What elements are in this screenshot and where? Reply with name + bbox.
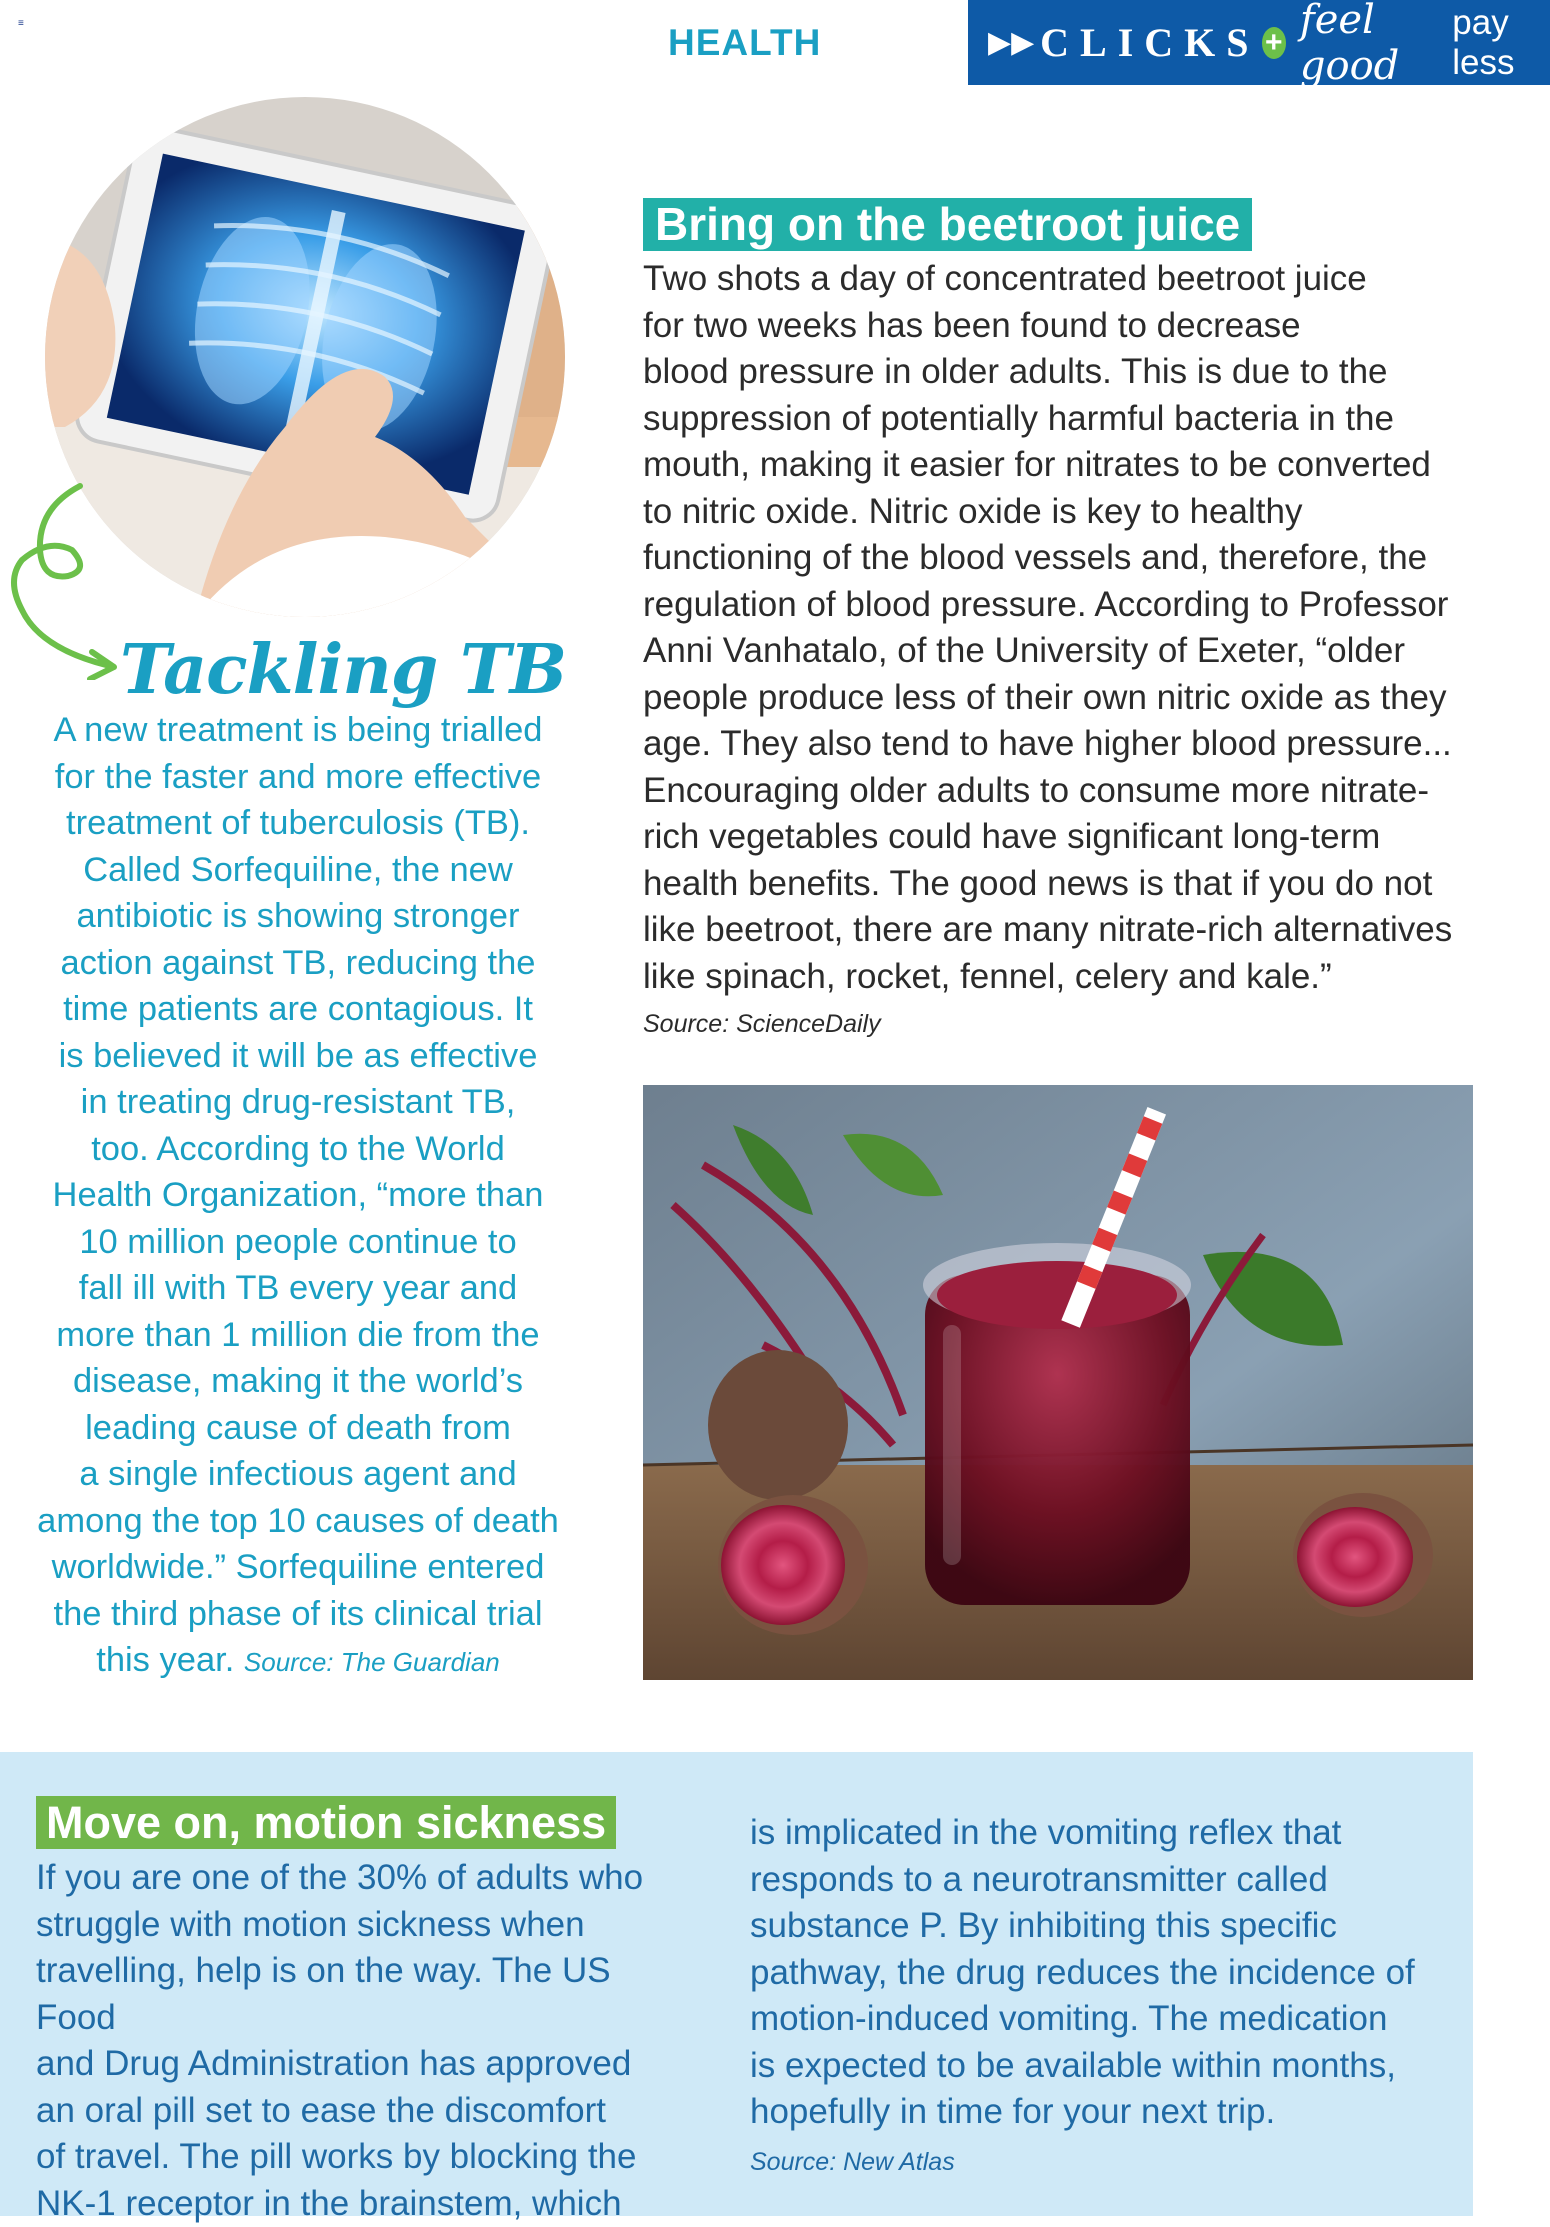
- motion-line: an oral pill set to ease the discomfort: [36, 2088, 696, 2135]
- motion-line: is expected to be available within months,: [750, 2043, 1430, 2090]
- motion-line: is implicated in the vomiting reflex that: [750, 1810, 1430, 1857]
- tb-line: A new treatment is being trialled: [34, 707, 562, 754]
- tb-line: 10 million people continue to: [34, 1219, 562, 1266]
- tb-last-line: [34, 1637, 562, 1686]
- tb-line: disease, making it the world’s: [34, 1358, 562, 1405]
- motion-column-1: [36, 1855, 696, 2227]
- tb-body: [34, 707, 562, 1686]
- beetroot-line: blood pressure in older adults. This is due to the: [643, 349, 1473, 396]
- beetroot-heading: Bring on the beetroot juice: [643, 198, 1252, 251]
- tb-line: Health Organization, “more than: [34, 1172, 562, 1219]
- corner-mark-icon: ≡: [18, 18, 24, 29]
- clicks-logo-icon: ▶▶: [988, 25, 1034, 60]
- tb-title: Tackling TB: [120, 630, 566, 710]
- tb-line: the third phase of its clinical trial: [34, 1591, 562, 1638]
- tb-line: fall ill with TB every year and: [34, 1265, 562, 1312]
- beetroot-line: to nitric oxide. Nitric oxide is key to healthy: [643, 489, 1473, 536]
- tb-line: too. According to the World: [34, 1126, 562, 1173]
- tb-line: a single infectious agent and: [34, 1451, 562, 1498]
- tb-line: time patients are contagious. It: [34, 986, 562, 1033]
- beetroot-line: rich vegetables could have significant long-term: [643, 814, 1473, 861]
- beetroot-line: suppression of potentially harmful bacteria in the: [643, 396, 1473, 443]
- motion-source: Source: New Atlas: [750, 2148, 955, 2177]
- motion-line: and Drug Administration has approved: [36, 2041, 696, 2088]
- tb-line: is believed it will be as effective: [34, 1033, 562, 1080]
- tb-line: action against TB, reducing the: [34, 940, 562, 987]
- beetroot-juice-photo: [643, 1085, 1473, 1680]
- beetroot-line: like beetroot, there are many nitrate-rich alternatives: [643, 907, 1473, 954]
- beetroot-line: health benefits. The good news is that if you do not: [643, 861, 1473, 908]
- tb-line: more than 1 million die from the: [34, 1312, 562, 1359]
- tb-line: in treating drug-resistant TB,: [34, 1079, 562, 1126]
- motion-line: If you are one of the 30% of adults who: [36, 1855, 696, 1902]
- motion-line: responds to a neurotransmitter called: [750, 1857, 1430, 1904]
- motion-line: travelling, help is on the way. The US Food: [36, 1948, 696, 2041]
- beetroot-source: Source: ScienceDaily: [643, 1010, 881, 1039]
- beetroot-line: age. They also tend to have higher blood pressure...: [643, 721, 1473, 768]
- tb-line: treatment of tuberculosis (TB).: [34, 800, 562, 847]
- brand-name: CLICKS: [1040, 19, 1259, 66]
- tb-line: Called Sorfequiline, the new: [34, 847, 562, 894]
- tb-line: leading cause of death from: [34, 1405, 562, 1452]
- curly-arrow-icon: [10, 480, 120, 680]
- beetroot-line: Two shots a day of concentrated beetroot juice: [643, 256, 1473, 303]
- motion-column-2: [750, 1810, 1430, 2136]
- motion-heading: Move on, motion sickness: [36, 1796, 616, 1849]
- beetroot-line: for two weeks has been found to decrease: [643, 303, 1473, 350]
- beetroot-line: people produce less of their own nitric oxide as they: [643, 675, 1473, 722]
- beetroot-line: functioning of the blood vessels and, therefore, the: [643, 535, 1473, 582]
- motion-line: struggle with motion sickness when: [36, 1902, 696, 1949]
- motion-line: motion-induced vomiting. The medication: [750, 1996, 1430, 2043]
- beetroot-line: like spinach, rocket, fennel, celery and kale.”: [643, 954, 1473, 1001]
- tb-last-text: this year.: [96, 1641, 234, 1679]
- brand-banner: [968, 0, 1550, 85]
- tb-line: among the top 10 causes of death: [34, 1498, 562, 1545]
- green-cross-icon: +: [1262, 27, 1286, 59]
- tb-line: for the faster and more effective: [34, 754, 562, 801]
- brand-tagline: pay less: [1452, 3, 1550, 83]
- tb-source: Source: The Guardian: [244, 1647, 500, 1677]
- section-label: HEALTH: [668, 22, 821, 64]
- beetroot-line: regulation of blood pressure. According to Professor: [643, 582, 1473, 629]
- xray-tablet-photo: [45, 97, 565, 617]
- tb-line: antibiotic is showing stronger: [34, 893, 562, 940]
- motion-line: of travel. The pill works by blocking the: [36, 2134, 696, 2181]
- motion-line: NK-1 receptor in the brainstem, which: [36, 2181, 696, 2227]
- beetroot-line: Anni Vanhatalo, of the University of Exeter, “older: [643, 628, 1473, 675]
- tb-line: worldwide.” Sorfequiline entered: [34, 1544, 562, 1591]
- motion-line: pathway, the drug reduces the incidence of: [750, 1950, 1430, 1997]
- motion-line: hopefully in time for your next trip.: [750, 2089, 1430, 2136]
- beetroot-line: Encouraging older adults to consume more nitrate-: [643, 768, 1473, 815]
- beetroot-line: mouth, making it easier for nitrates to be converted: [643, 442, 1473, 489]
- motion-line: substance P. By inhibiting this specific: [750, 1903, 1430, 1950]
- brand-script: feel good: [1300, 0, 1442, 89]
- beetroot-body: [643, 256, 1473, 1000]
